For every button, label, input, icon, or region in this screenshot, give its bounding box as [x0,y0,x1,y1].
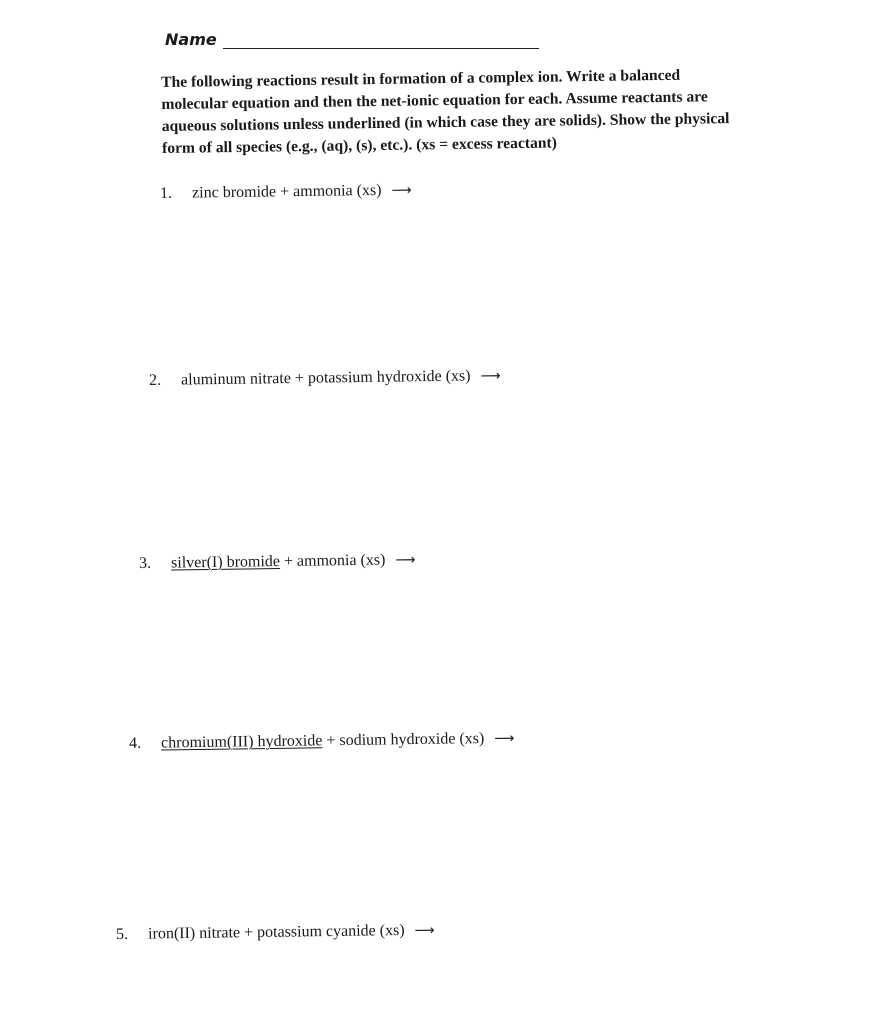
reactant-1: zinc bromide [191,183,277,202]
reactant-2: potassium hydroxide (xs) [307,367,471,387]
plus-sign: + [243,924,254,942]
question-3 [139,551,416,573]
name-field-row [165,30,539,49]
reaction-arrow-icon: ⟶ [494,730,515,747]
plus-sign: + [294,369,305,387]
reaction-arrow-icon: ⟶ [480,368,501,385]
reactant-1: iron(II) nitrate [147,924,241,943]
question-number: 3. [139,554,152,572]
reactant-2: potassium cyanide (xs) [256,921,405,942]
question-4 [129,730,514,753]
question-2 [149,367,501,390]
plus-sign: + [326,732,336,750]
question-number: 5. [116,925,129,943]
instructions-paragraph: The following reactions result in formation of a complex ion. Write a balanced molecular equation and then the net-ionic equation for each. Assume reactants are aqueous solutions unless underlined (in which case they are solids). Show the physical form of all species (e.g., (aq), (s), etc.). (xs = excess reactant) [161,66,730,157]
question-number: 1. [160,184,173,202]
reaction-arrow-icon: ⟶ [391,182,412,199]
reactant-1-solid: chromium(III) hydroxide [160,732,323,752]
reactant-2: ammonia (xs) [296,551,386,570]
reaction-arrow-icon: ⟶ [395,552,416,569]
reactant-2: sodium hydroxide (xs) [339,730,485,750]
name-blank-line[interactable] [223,34,539,49]
reactant-2: ammonia (xs) [292,181,382,201]
reactant-1-solid: silver(I) bromide [170,553,281,572]
question-number: 2. [149,371,162,389]
reaction-arrow-icon: ⟶ [414,922,435,939]
plus-sign: + [279,183,290,201]
name-label: Name [165,30,217,49]
question-5 [116,922,435,944]
plus-sign: + [283,552,294,570]
question-1 [160,181,412,203]
question-number: 4. [129,734,142,752]
reactant-1: aluminum nitrate [180,370,291,389]
